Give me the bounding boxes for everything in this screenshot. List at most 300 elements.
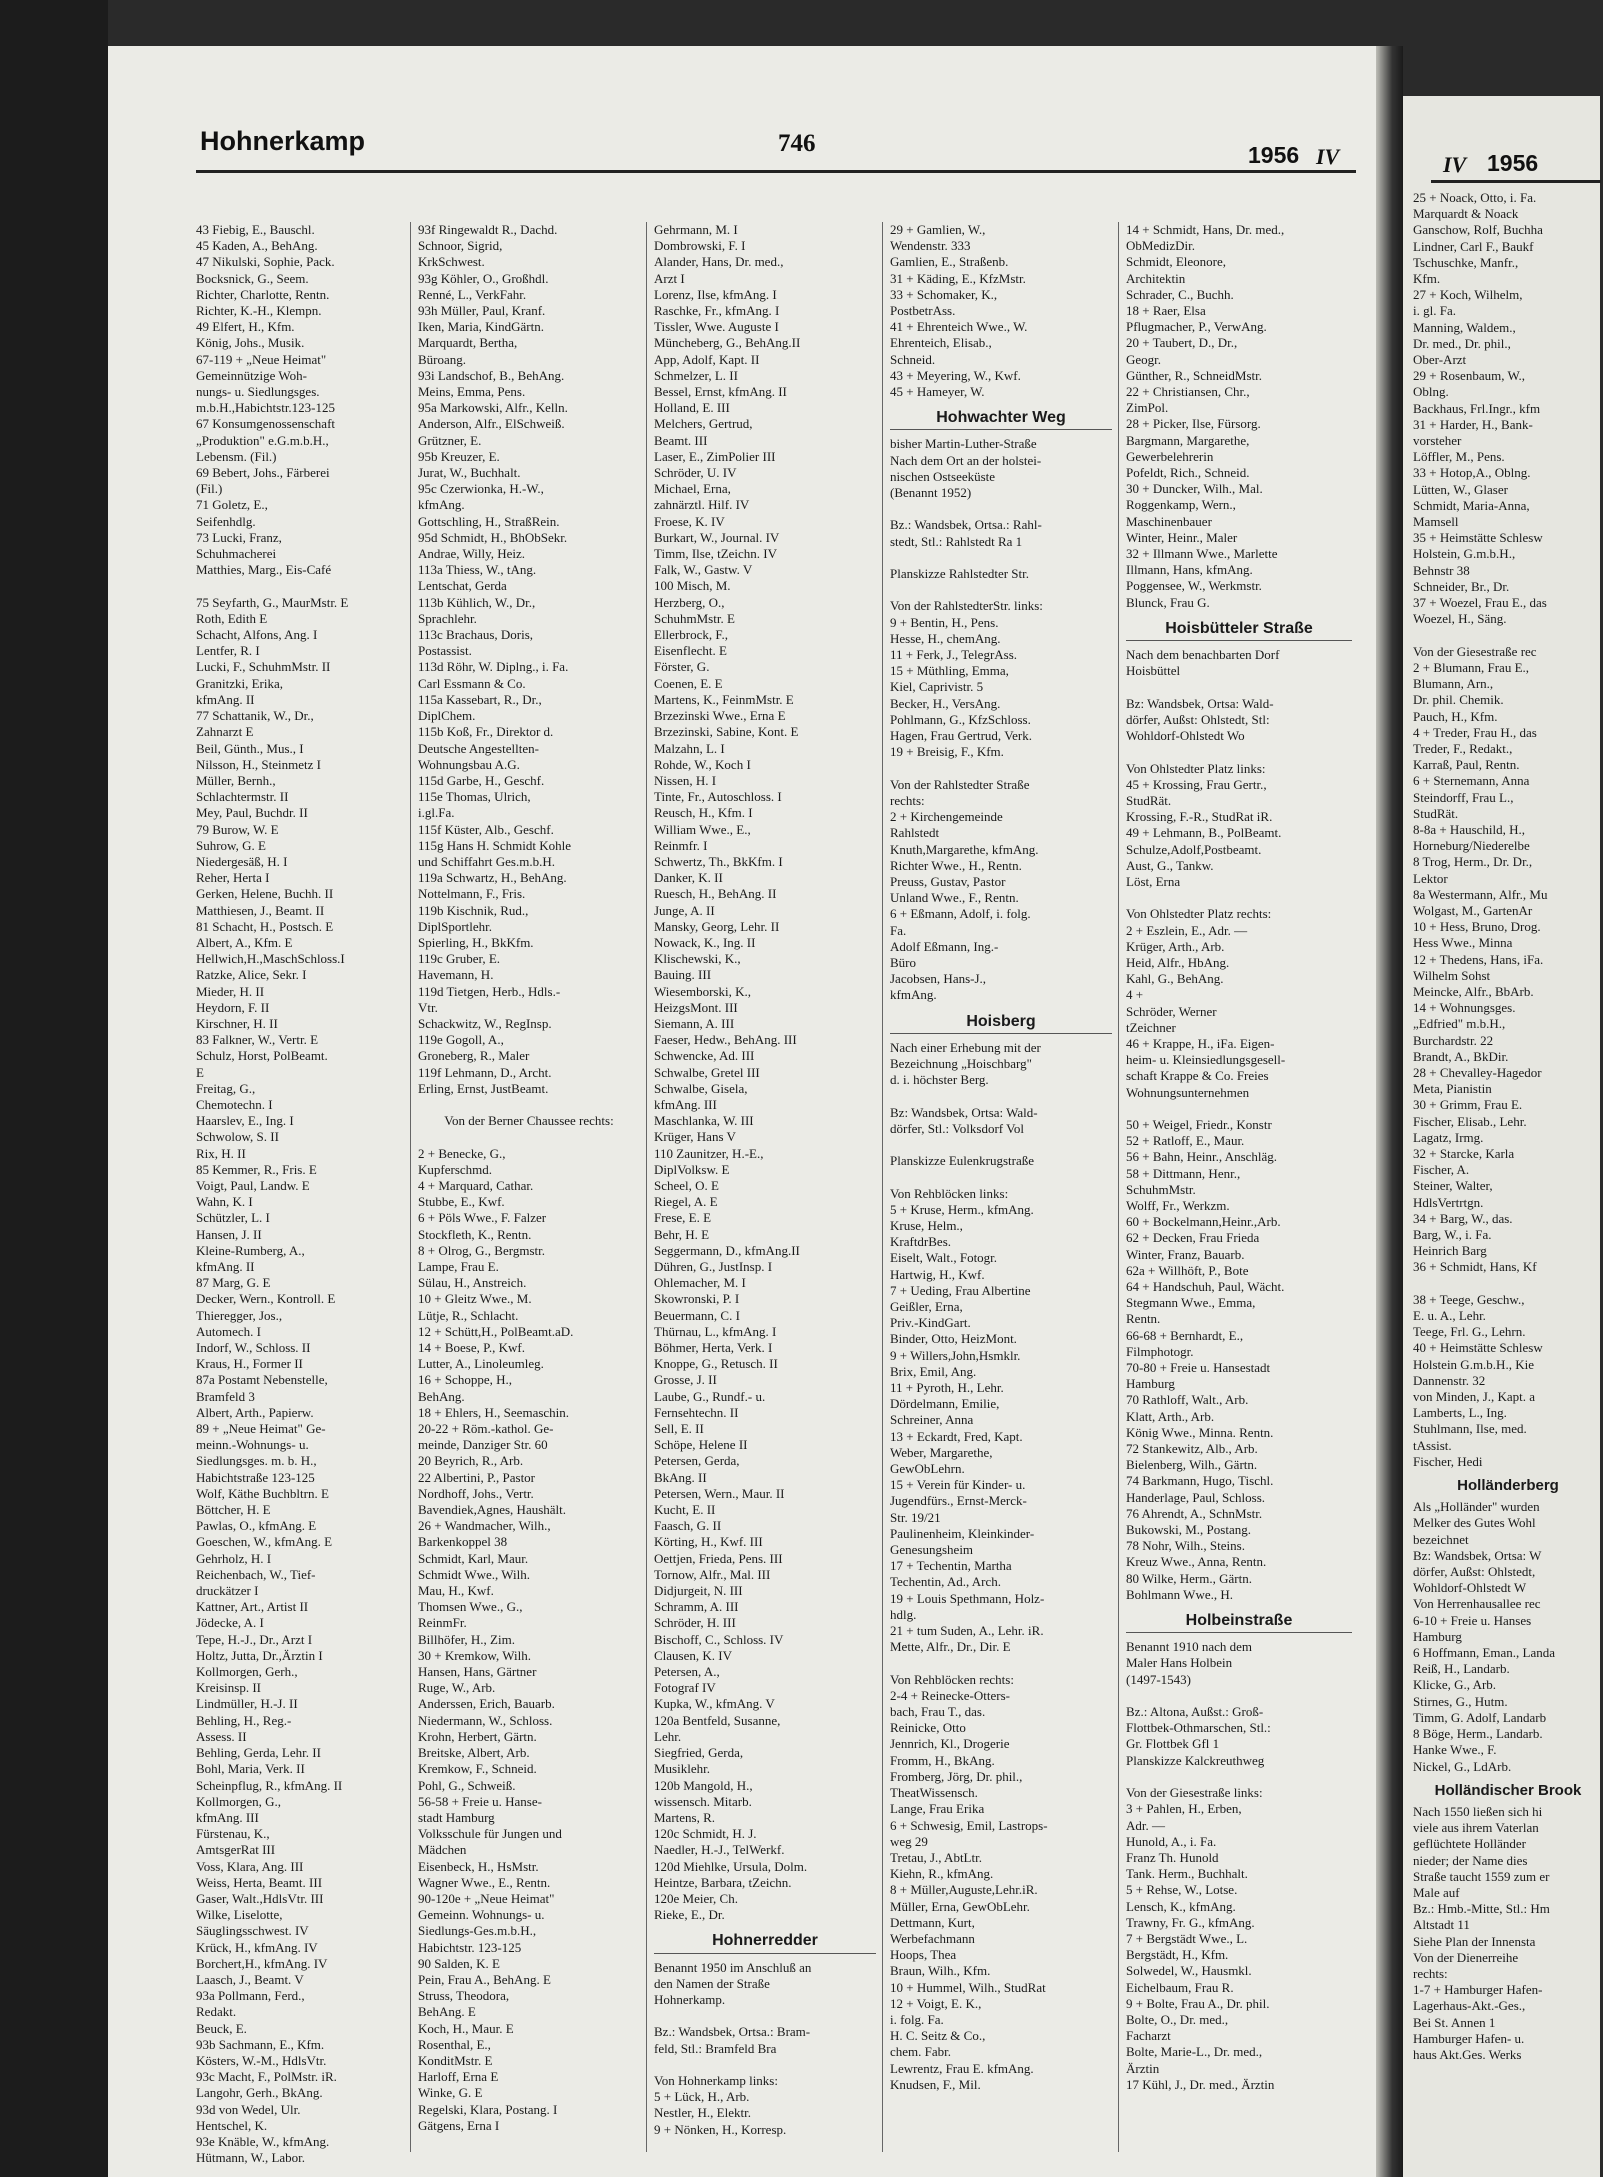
page-heading: Hohnerkamp: [200, 126, 366, 156]
directory-entry: 110 Zaunitzer, H.-E.,: [654, 1145, 764, 1161]
directory-entry: Mey, Paul, Buchdr. II: [196, 805, 308, 821]
directory-entry: Schwalbe, Gretel III: [654, 1064, 760, 1080]
directory-entry: Jacobsen, Hans-J.,: [890, 971, 987, 987]
directory-entry: Genesungsheim: [890, 1542, 974, 1558]
directory-entry: (Benannt 1952): [890, 485, 972, 501]
directory-entry: Mau, H., Kwf.: [418, 1583, 494, 1599]
directory-entry: Ruesch, H., BehAng. II: [654, 886, 777, 902]
directory-entry: Planskizze Kalckreuthweg: [1126, 1752, 1265, 1768]
directory-entry: Wendenstr. 333: [890, 238, 971, 254]
directory-entry: Beil, Günth., Mus., I: [196, 740, 304, 756]
directory-entry: App, Adolf, Kapt. II: [654, 351, 760, 367]
directory-entry: Kucht, E. II: [654, 1502, 716, 1518]
directory-entry: Tschuschke, Manfr.,: [1413, 254, 1519, 270]
directory-entry: Groneberg, R., Maler: [418, 1048, 530, 1064]
directory-entry: 120a Bentfeld, Susanne,: [654, 1712, 781, 1728]
directory-entry: Matthiesen, J., Beamt. II: [196, 902, 325, 918]
directory-entry: 115a Kassebart, R., Dr.,: [418, 691, 542, 707]
directory-entry: Gamlien, E., Straßenb.: [890, 254, 1009, 270]
directory-entry: Von der Dienerreihe: [1413, 1949, 1519, 1965]
directory-entry: Laube, G., Rundf.- u.: [654, 1388, 766, 1404]
directory-entry: Horneburg/Niederelbe: [1413, 838, 1530, 854]
directory-entry: 25 + Noack, Otto, i. Fa.: [1413, 190, 1537, 205]
directory-entry: Adr. —: [1126, 1817, 1165, 1833]
directory-entry: Adolf Eßmann, Ing.-: [890, 938, 999, 954]
facing-page: [1403, 96, 1600, 2177]
directory-entry: Von der RahlstedterStr. links:: [890, 598, 1043, 614]
directory-entry: 35 + Heimstätte Schlesw: [1413, 530, 1543, 546]
directory-entry: Hoisbüttel: [1126, 663, 1181, 679]
directory-entry: Kiehn, R., kfmAng.: [890, 1866, 994, 1882]
directory-entry: 33 + Schomaker, K.,: [890, 286, 998, 302]
directory-entry: Riegel, A. E: [654, 1194, 718, 1210]
directory-entry: 119e Gogoll, A.,: [418, 1032, 504, 1048]
directory-entry: Bocksnick, G., Seem.: [196, 270, 309, 286]
directory-entry: 93f Ringewaldt R., Dachd.: [418, 222, 558, 237]
directory-entry: StudRät.: [1126, 792, 1172, 808]
directory-entry: Burkart, W., Journal. IV: [654, 529, 780, 545]
page-year: 1956: [1248, 142, 1300, 168]
directory-entry: 81 Schacht, H., Postsch. E: [196, 918, 334, 934]
directory-entry: i. gl. Fa.: [1413, 303, 1456, 319]
spacer: [654, 2008, 876, 2024]
directory-entry: Stirnes, G., Hutm.: [1413, 1693, 1508, 1709]
spacer: [1126, 744, 1352, 760]
directory-entry: Herzberg, O.,: [654, 594, 725, 610]
directory-entry: 75 Seyfarth, G., MaurMstr. E: [196, 594, 349, 610]
directory-entry: Knoppe, G., Retusch. II: [654, 1356, 778, 1372]
directory-entry: Manning, Waldem.,: [1413, 319, 1516, 335]
directory-entry: Schmidt, Karl, Maur.: [418, 1550, 529, 1566]
street-heading: Hoisbütteler Straße: [1126, 621, 1352, 641]
directory-entry: Clausen, K. IV: [654, 1647, 732, 1663]
directory-entry: Hohnerkamp.: [654, 1991, 726, 2007]
directory-entry: 9 + Bentin, H., Pens.: [890, 614, 999, 630]
directory-entry: Decker, Wern., Kontroll. E: [196, 1291, 336, 1307]
column-1: [196, 222, 406, 2166]
directory-entry: 7 + Bergstädt Wwe., L.: [1126, 1930, 1248, 1946]
directory-entry: 49 + Lehmann, B., PolBeamt.: [1126, 825, 1282, 841]
directory-entry: 22 Albertini, P., Pastor: [418, 1469, 536, 1485]
directory-entry: Ellerbrock, F.,: [654, 627, 729, 643]
directory-entry: Lange, Frau Erika: [890, 1801, 985, 1817]
directory-entry: 18 + Raer, Elsa: [1126, 303, 1206, 319]
directory-entry: Timm, G. Adolf, Landarb: [1413, 1709, 1547, 1725]
directory-entry: Backhaus, Frl.Ingr., kfm: [1413, 400, 1541, 416]
directory-entry: 5 + Lück, H., Arb.: [654, 2089, 750, 2105]
directory-entry: Pawlas, O., kfmAng. E: [196, 1518, 317, 1534]
directory-entry: Fromberg, Jörg, Dr. phil.,: [890, 1768, 1023, 1784]
directory-entry: 26 + Wandmacher, Wilh.,: [418, 1518, 551, 1534]
directory-entry: 5 + Rehse, W., Lotse.: [1126, 1882, 1238, 1898]
spacer: [1126, 1101, 1352, 1117]
directory-entry: Braun, Wilh., Kfm.: [890, 1963, 991, 1979]
directory-entry: Iken, Maria, KindGärtn.: [418, 319, 544, 335]
directory-entry: Seggermann, D., kfmAng.II: [654, 1242, 800, 1258]
directory-entry: BehAng. E: [418, 2004, 476, 2020]
spacer: [890, 582, 1112, 598]
page-number: 746: [778, 130, 816, 157]
directory-entry: Flottbek-Othmarschen, Stl.:: [1126, 1720, 1271, 1736]
street-heading: Hohwachter Weg: [890, 410, 1112, 430]
directory-entry: 93a Pollmann, Ferd.,: [196, 1988, 305, 2004]
directory-entry: Chemotechn. I: [196, 1096, 273, 1112]
directory-entry: Lütten, W., Glaser: [1413, 481, 1508, 497]
directory-entry: Schmidt, Maria-Anna,: [1413, 497, 1530, 513]
directory-entry: Knudsen, F., Mil.: [890, 2076, 981, 2092]
directory-entry: Ehrenteich, Elisab.,: [890, 335, 992, 351]
directory-entry: 14 + Wohnungsges.: [1413, 1000, 1516, 1016]
directory-entry: Oblng.: [1413, 384, 1449, 400]
directory-entry: bach, Frau T., das.: [890, 1704, 986, 1720]
directory-entry: Wohnungsunternehmen: [1126, 1084, 1250, 1100]
directory-entry: (Fil.): [196, 481, 223, 497]
directory-entry: Lutter, A., Linoleumleg.: [418, 1356, 544, 1372]
directory-entry: Fotograf IV: [654, 1680, 716, 1696]
directory-entry: König, Johs., Musik.: [196, 335, 305, 351]
directory-entry: tZeichner: [1126, 1019, 1176, 1035]
directory-entry: Grützner, E.: [418, 432, 482, 448]
directory-entry: Tinte, Fr., Autoschloss. I: [654, 789, 782, 805]
directory-entry: 50 + Weigel, Friedr., Konstr: [1126, 1116, 1272, 1132]
directory-entry: Blumann, Arn.,: [1413, 676, 1494, 692]
directory-entry: 11 + Pyroth, H., Lehr.: [890, 1380, 1004, 1396]
directory-entry: 58 + Dittmann, Henr.,: [1126, 1165, 1241, 1181]
directory-entry: HeizgsMont. III: [654, 999, 738, 1015]
directory-entry: ReinmFr.: [418, 1615, 467, 1631]
directory-entry: 43 Fiebig, E., Bauschl.: [196, 222, 315, 237]
directory-entry: Habichtstr. 123-125: [418, 1939, 522, 1955]
directory-entry: rechts:: [890, 792, 925, 808]
directory-entry: Schulz, Horst, PolBeamt.: [196, 1048, 328, 1064]
directory-entry: chem. Fabr.: [890, 2044, 952, 2060]
directory-entry: 8 Trog, Herm., Dr. Dr.,: [1413, 854, 1533, 870]
directory-entry: Melker des Gutes Wohl: [1413, 1515, 1536, 1531]
directory-entry: Kollmorgen, G.,: [196, 1793, 281, 1809]
directory-entry: AmtsgerRat III: [196, 1842, 276, 1858]
directory-entry: Alander, Hans, Dr. med.,: [654, 254, 784, 270]
directory-entry: Bauing. III: [654, 967, 712, 983]
directory-entry: Deutsche Angestellten-: [418, 740, 539, 756]
directory-entry: Fischer, Elisab., Lehr.: [1413, 1113, 1527, 1129]
directory-entry: Schwalbe, Gisela,: [654, 1080, 748, 1096]
directory-entry: Jurat, W., Buchhalt.: [418, 465, 521, 481]
directory-entry: Maschlanka, W. III: [654, 1113, 754, 1129]
column-5: [1126, 222, 1352, 2152]
spacer: [654, 2057, 876, 2073]
directory-entry: 87 Marg, G. E: [196, 1275, 271, 1291]
directory-entry: Roth, Edith E: [196, 610, 268, 626]
directory-entry: Harloff, Erna E: [418, 2069, 499, 2085]
directory-entry: Frese, E. E: [654, 1210, 712, 1226]
directory-entry: hdlg.: [890, 1606, 917, 1622]
directory-entry: Siehe Plan der Innensta: [1413, 1933, 1536, 1949]
facing-header-rule: [1431, 180, 1601, 183]
directory-entry: Krüger, Hans V: [654, 1129, 736, 1145]
directory-entry: 9 + Bolte, Frau A., Dr. phil.: [1126, 1995, 1270, 2011]
directory-entry: Kfm.: [1413, 271, 1441, 287]
directory-entry: Gehrmann, M. I: [654, 222, 738, 237]
directory-entry: 60 + Bockelmann,Heinr.,Arb.: [1126, 1214, 1281, 1230]
directory-entry: Voss, Klara, Ang. III: [196, 1858, 304, 1874]
directory-entry: Behnstr 38: [1413, 562, 1470, 578]
directory-entry: Albert, Arth., Papierw.: [196, 1404, 314, 1420]
directory-entry: Unland Wwe., F., Rentn.: [890, 890, 1019, 906]
directory-entry: Wahn, K. I: [196, 1194, 253, 1210]
directory-entry: 113c Brachaus, Doris,: [418, 627, 534, 643]
directory-entry: 8 Böge, Herm., Landarb.: [1413, 1726, 1543, 1742]
directory-entry: DiplVolksw. E: [654, 1161, 730, 1177]
directory-entry: Postassist.: [418, 643, 472, 659]
directory-entry: 29 + Rosenbaum, W.,: [1413, 368, 1526, 384]
directory-entry: 80 Wilke, Herm., Gärtn.: [1126, 1570, 1252, 1586]
directory-entry: 100 Misch, M.: [654, 578, 731, 594]
directory-entry: ZimPol.: [1126, 400, 1169, 416]
directory-entry: 113b Kühlich, W., Dr.,: [418, 594, 536, 610]
directory-entry: Reinicke, Otto: [890, 1720, 966, 1736]
directory-entry: Gehrholz, H. I: [196, 1550, 272, 1566]
directory-entry: 115e Thomas, Ulrich,: [418, 789, 531, 805]
directory-entry: Hamburg: [1413, 1628, 1462, 1644]
directory-entry: Lagerhaus-Akt.-Ges.,: [1413, 1998, 1526, 2014]
directory-entry: Reiß, H., Landarb.: [1413, 1661, 1510, 1677]
directory-entry: Benannt 1910 nach dem: [1126, 1639, 1252, 1655]
directory-entry: 64 + Handschuh, Paul, Wächt.: [1126, 1279, 1285, 1294]
directory-entry: Eichelbaum, Frau R.: [1126, 1979, 1234, 1995]
directory-entry: 10 + Hess, Bruno, Drog.: [1413, 919, 1541, 935]
directory-entry: Granitzki, Erika,: [196, 675, 283, 691]
directory-entry: Kraus, H., Former II: [196, 1356, 303, 1372]
directory-entry: Heydorn, F. II: [196, 999, 270, 1015]
page-volume: IV: [1316, 144, 1340, 169]
directory-entry: GewObLehrn.: [890, 1461, 965, 1477]
directory-entry: Als „Holländer" wurden: [1413, 1499, 1540, 1515]
directory-entry: Pohl, G., Schweiß.: [418, 1777, 516, 1793]
directory-entry: Renné, L., VerkFahr.: [418, 286, 527, 302]
directory-entry: Siedlungs-Ges.m.b.H.,: [418, 1923, 537, 1939]
directory-entry: Bz.: Wandsbek, Ortsa.: Bram-: [654, 2024, 811, 2040]
directory-entry: Nach 1550 ließen sich hi: [1413, 1803, 1543, 1819]
directory-entry: 8a Westermann, Alfr., Mu: [1413, 886, 1548, 902]
directory-entry: Grosse, J. II: [654, 1372, 717, 1388]
directory-entry: 89 + „Neue Heimat" Ge-: [196, 1421, 326, 1437]
directory-entry: Karraß, Paul, Rentn.: [1413, 757, 1520, 773]
directory-entry: 2 + Benecke, G.,: [418, 1145, 506, 1161]
column-3: [654, 222, 876, 2152]
directory-entry: 16 + Schoppe, H.,: [418, 1372, 512, 1388]
directory-entry: Behling, H., Reg.-: [196, 1712, 292, 1728]
directory-entry: Weber, Margarethe,: [890, 1444, 993, 1460]
directory-entry: Ruge, W., Arb.: [418, 1680, 496, 1696]
directory-entry: stadt Hamburg: [418, 1809, 495, 1825]
directory-entry: haus Akt.Ges. Werks: [1413, 2046, 1522, 2062]
column-divider: [410, 222, 411, 2152]
directory-entry: Nickel, G., LdArb.: [1413, 1758, 1512, 1774]
directory-entry: Von der Giesestraße links:: [1126, 1785, 1263, 1801]
directory-entry: Freitag, G.,: [196, 1080, 256, 1096]
directory-entry: Roggenkamp, Wern.,: [1126, 497, 1236, 513]
directory-entry: BkAng. II: [654, 1469, 707, 1485]
directory-entry: 21 + tum Suden, A., Lehr. iR.: [890, 1623, 1044, 1639]
directory-entry: Reusch, H., Kfm. I: [654, 805, 753, 821]
directory-entry: Bischoff, C., Schloss. IV: [654, 1631, 784, 1647]
directory-entry: Von Herrenhausallee rec: [1413, 1596, 1541, 1612]
directory-entry: Böttcher, H. E: [196, 1502, 271, 1518]
directory-entry: 9 + Willers,John,Hsmklr.: [890, 1347, 1021, 1363]
directory-entry: 4 +: [1126, 987, 1144, 1003]
column-divider: [646, 222, 647, 2152]
directory-entry: und Schiffahrt Ges.m.b.H.: [418, 853, 555, 869]
directory-entry: Dr. phil. Chemik.: [1413, 692, 1504, 708]
directory-entry: Von Rehblöcken links:: [890, 1185, 1009, 1201]
directory-entry: KraftdrBes.: [890, 1234, 952, 1250]
directory-entry: Schröder, Werner: [1126, 1003, 1217, 1019]
directory-entry: Froese, K. IV: [654, 513, 725, 529]
directory-entry: Bessel, Ernst, kfmAng. II: [654, 384, 787, 400]
directory-entry: Hoops, Thea: [890, 1947, 957, 1963]
directory-entry: Nowack, K., Ing. II: [654, 934, 756, 950]
directory-entry: Planskizze Rahlstedter Str.: [890, 566, 1030, 582]
directory-entry: Wiesemborski, K.,: [654, 983, 751, 999]
directory-entry: 17 Kühl, J., Dr. med., Ärztin: [1126, 2076, 1275, 2092]
directory-entry: Lagatz, Irmg.: [1413, 1129, 1484, 1145]
directory-entry: Löffler, M., Pens.: [1413, 449, 1505, 465]
directory-entry: Kahl, G., BehAng.: [1126, 971, 1224, 987]
directory-entry: 95c Czerwionka, H.-W.,: [418, 481, 544, 497]
street-heading: Hohnerredder: [654, 1933, 876, 1953]
directory-entry: Wohldorf-Ohlstedt W: [1413, 1580, 1527, 1596]
directory-entry: Paulinenheim, Kleinkinder-: [890, 1525, 1035, 1541]
directory-entry: bezeichnet: [1413, 1531, 1469, 1547]
spacer: [1126, 1769, 1352, 1785]
directory-entry: 22 + Christiansen, Chr.,: [1126, 384, 1250, 400]
directory-entry: Jugendfürs., Ernst-Merck-: [890, 1493, 1027, 1509]
directory-entry: Meins, Emma, Pens.: [418, 384, 526, 400]
directory-entry: Faasch, G. II: [654, 1518, 722, 1534]
directory-entry: Schwencke, Ad. III: [654, 1048, 755, 1064]
street-heading: Holländischer Brook: [1434, 1781, 1582, 1799]
directory-entry: 1-7 + Hamburger Hafen-: [1413, 1982, 1543, 1998]
directory-entry: Knuth,Margarethe, kfmAng.: [890, 841, 1039, 857]
directory-entry: Müncheberg, G., BehAng.II: [654, 335, 801, 351]
directory-entry: Andrae, Willy, Heiz.: [418, 546, 526, 562]
spacer: [1413, 1276, 1603, 1292]
directory-entry: Löst, Erna: [1126, 873, 1181, 889]
directory-entry: i.gl.Fa.: [418, 805, 455, 821]
directory-entry: Dombrowski, F. I: [654, 238, 746, 254]
directory-entry: 115b Koß, Fr., Direktor d.: [418, 724, 554, 740]
directory-entry: (1497-1543): [1126, 1671, 1191, 1687]
directory-entry: 31 + Harder, H., Bank-: [1413, 416, 1533, 432]
directory-entry: 72 Stankewitz, Alb., Arb.: [1126, 1441, 1258, 1457]
directory-entry: Teege, Frl. G., Lehrn.: [1413, 1324, 1526, 1340]
directory-entry: Eisenflecht. E: [654, 643, 727, 659]
header-rule: [196, 170, 1356, 173]
directory-entry: Schnoor, Sigrid,: [418, 238, 503, 254]
directory-entry: Wohldorf-Ohlstedt Wo: [1126, 728, 1245, 744]
directory-entry: Wagner Wwe., E., Rentn.: [418, 1874, 551, 1890]
directory-entry: Scheel, O. E: [654, 1177, 719, 1193]
spacer: [890, 761, 1112, 777]
directory-entry: Lentfer, R. I: [196, 643, 260, 659]
directory-entry: 4 + Treder, Frau H., das: [1413, 724, 1537, 740]
directory-entry: dörfer, Außst: Ohlstedt,: [1413, 1564, 1536, 1580]
directory-entry: Kollmorgen, Gerh.,: [196, 1664, 298, 1680]
directory-entry: Bz.: Altona, Außst.: Groß-: [1126, 1704, 1264, 1720]
directory-entry: Redakt.: [196, 2004, 237, 2020]
directory-entry: Illmann, Hans, kfmAng.: [1126, 562, 1253, 578]
directory-entry: 30 + Duncker, Wilh., Mal.: [1126, 481, 1263, 497]
directory-entry: Burchardstr. 22: [1413, 1032, 1494, 1048]
directory-entry: kfmAng. II: [196, 691, 255, 707]
directory-entry: Rentn.: [1126, 1311, 1161, 1327]
directory-entry: Werbefachmann: [890, 1930, 975, 1946]
directory-entry: 62 + Decken, Frau Frieda: [1126, 1230, 1260, 1246]
directory-entry: vorsteher: [1413, 433, 1462, 449]
directory-entry: Faeser, Hedw., BehAng. III: [654, 1032, 797, 1048]
directory-entry: Brzezinski, Sabine, Kont. E: [654, 724, 799, 740]
directory-entry: m.b.H.,Habichtstr.123-125: [196, 400, 336, 416]
directory-entry: Petersen, Gerda,: [654, 1453, 740, 1469]
directory-entry: heim- u. Kleinsiedlungsgesell-: [1126, 1052, 1286, 1068]
directory-entry: Stockfleth, K., Rentn.: [418, 1226, 532, 1242]
spacer: [890, 1088, 1112, 1104]
directory-entry: Lucki, F., SchuhmMstr. II: [196, 659, 331, 675]
directory-entry: 9 + Nönken, H., Korresp.: [654, 2121, 787, 2137]
directory-entry: 12 + Voigt, E. K.,: [890, 1995, 982, 2011]
directory-entry: Hesse, H., chemAng.: [890, 630, 1001, 646]
facing-page-volume: IV: [1443, 152, 1467, 177]
directory-entry: Rosenthal, E.,: [418, 2036, 491, 2052]
directory-entry: Vtr.: [418, 999, 438, 1015]
directory-entry: Lebensm. (Fil.): [196, 448, 277, 464]
directory-entry: Assess. II: [196, 1728, 247, 1744]
spacer: [1126, 679, 1352, 695]
directory-entry: Borchert,H., kfmAng. IV: [196, 1955, 328, 1971]
directory-entry: H. C. Seitz & Co.,: [890, 2028, 986, 2044]
directory-entry: Von Ohlstedter Platz rechts:: [1126, 906, 1272, 922]
directory-entry: Kirschner, H. II: [196, 1015, 278, 1031]
directory-entry: Stubbe, E., Kwf.: [418, 1194, 505, 1210]
directory-entry: Handerlage, Paul, Schloss.: [1126, 1489, 1266, 1505]
directory-entry: 67 Konsumgenossenschaft: [196, 416, 336, 432]
directory-entry: den Namen der Straße: [654, 1975, 770, 1991]
directory-entry: Wolgast, M., GartenAr: [1413, 902, 1533, 918]
directory-entry: 37 + Woezel, Frau E., das: [1413, 595, 1547, 611]
column-4: [890, 222, 1112, 2152]
directory-entry: 34 + Barg, W., das.: [1413, 1210, 1513, 1226]
directory-entry: Kleine-Rumberg, A.,: [196, 1242, 305, 1258]
directory-entry: Scheinpflug, R., kfmAng. II: [196, 1777, 343, 1793]
directory-entry: kfmAng.: [418, 497, 465, 513]
directory-entry: 15 + Müthling, Emma,: [890, 663, 1009, 679]
directory-entry: Martens, K., FeinmMstr. E: [654, 691, 794, 707]
directory-entry: Sprachlehr.: [418, 610, 477, 626]
spacer: [890, 550, 1112, 566]
directory-entry: geflüchtete Holländer: [1413, 1836, 1526, 1852]
directory-entry: Geogr.: [1126, 351, 1162, 367]
directory-entry: Pein, Frau A., BehAng. E: [418, 1971, 551, 1987]
directory-entry: Preuss, Gustav, Pastor: [890, 873, 1006, 889]
directory-entry: Beuermann, C. I: [654, 1307, 740, 1323]
directory-entry: Franz Th. Hunold: [1126, 1849, 1219, 1865]
directory-entry: Von Ohlstedter Platz links:: [1126, 760, 1266, 776]
directory-entry: 6-10 + Freie u. Hanses: [1413, 1612, 1532, 1628]
directory-entry: Klischewski, K.,: [654, 951, 741, 967]
directory-entry: Havemann, H.: [418, 967, 494, 983]
directory-entry: Holland, E. III: [654, 400, 730, 416]
directory-entry: 6 + Pöls Wwe., F. Falzer: [418, 1210, 547, 1226]
